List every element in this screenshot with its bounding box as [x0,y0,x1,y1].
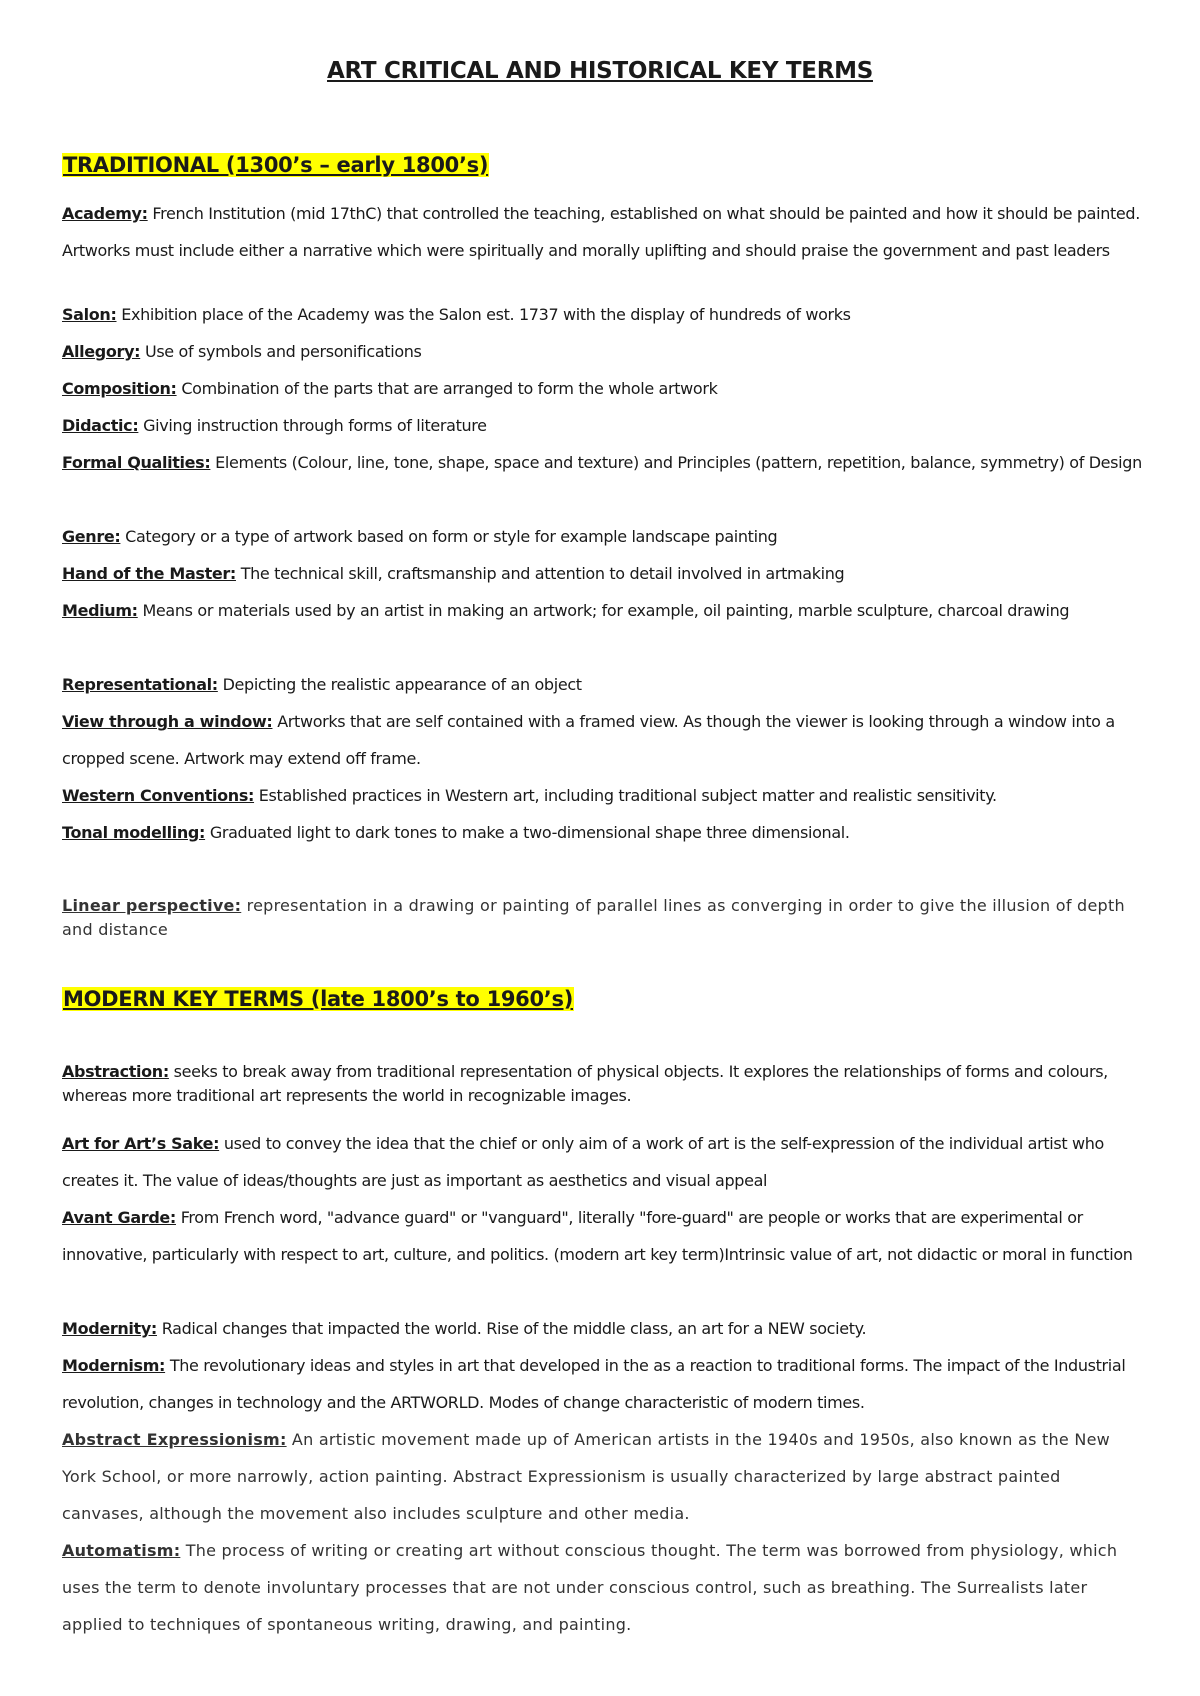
term-label: Formal Qualities: [62,453,211,472]
term-label: Academy: [62,204,148,223]
term-label: Genre: [62,527,121,546]
term-definition: From French word, "advance guard" or "vanguard", literally "fore-guard" are people or works that are experimental or innovative, particularly with respect to art, culture, and politics. (modern art key term)Intrinsic value of art, not didactic or moral in function [62,1208,1133,1264]
term-definition: The process of writing or creating art without conscious thought. The term was borrowed from physiology, which uses the term to denote involuntary processes that are not under conscious control, such as breathing. The Surrealists later applied to techniques of spontaneous writing, drawing, and painting. [62,1541,1118,1634]
term-label: Didactic: [62,416,139,435]
term-definition: Giving instruction through forms of literature [138,416,487,435]
term-entry-allegory [62,333,1142,370]
term-definition: seeks to break away from traditional representation of physical objects. It explores the relationships of forms and colours, whereas more traditional art represents the world in recognizable images. [62,1062,1108,1105]
term-label: Western Conventions: [62,786,255,805]
term-label: Abstraction: [62,1062,169,1081]
term-label: Linear perspective: [62,896,242,915]
term-label: View through a window: [62,712,273,731]
term-definition: Established practices in Western art, including traditional subject matter and realistic sensitivity. [254,786,997,805]
term-definition: representation in a drawing or painting of parallel lines as converging in order to give the illusion of depth and distance [62,896,1125,939]
term-entry-genre [62,518,1142,555]
term-definition: Exhibition place of the Academy was the Salon est. 1737 with the display of hundreds of works [116,305,851,324]
term-definition: Category or a type of artwork based on form or style for example landscape painting [120,527,778,546]
term-entry-view-through-a-window [62,703,1142,777]
section-heading-traditional: TRADITIONAL (1300’s – early 1800’s) [63,153,489,177]
term-entry-modernity [62,1310,1142,1347]
term-entry-western-conventions [62,777,1142,814]
term-label: Art for Art’s Sake: [62,1134,220,1153]
term-entry-hand-of-the-master [62,555,1142,592]
term-entry-linear-perspective [62,894,1142,942]
term-entry-academy [62,195,1142,269]
term-definition: Elements (Colour, line, tone, shape, space and texture) and Principles (pattern, repetition, balance, symmetry) of Design [210,453,1142,472]
term-label: Abstract Expressionism: [62,1430,287,1449]
term-label: Automatism: [62,1541,181,1560]
term-definition: Combination of the parts that are arranged to form the whole artwork [176,379,718,398]
section-heading-modern: MODERN KEY TERMS (late 1800’s to 1960’s) [63,987,573,1011]
term-definition: Artworks that are self contained with a framed view. As though the viewer is looking through a window into a cropped scene. Artwork may extend off frame. [62,712,1115,768]
term-entry-automatism [62,1532,1142,1643]
term-entry-art-for-arts-sake [62,1125,1142,1199]
term-entry-composition [62,370,1142,407]
term-entry-avant-garde [62,1199,1142,1273]
term-label: Medium: [62,601,138,620]
term-label: Allegory: [62,342,141,361]
term-label: Salon: [62,305,117,324]
term-definition: used to convey the idea that the chief or only aim of a work of art is the self-expression of the individual artist who creates it. The value of ideas/thoughts are just as important as aesthetics and visual appeal [62,1134,1104,1190]
page-title: ART CRITICAL AND HISTORICAL KEY TERMS [327,58,873,84]
term-definition: The revolutionary ideas and styles in art that developed in the as a reaction to traditional forms. The impact of the Industrial revolution, changes in technology and the ARTWORLD. Modes of change characteristic of modern times. [62,1356,1126,1412]
term-definition: Means or materials used by an artist in making an artwork; for example, oil painting, marble sculpture, charcoal drawing [137,601,1070,620]
term-entry-didactic [62,407,1142,444]
term-definition: Graduated light to dark tones to make a two-dimensional shape three dimensional. [205,823,850,842]
term-entry-modernism [62,1347,1142,1421]
term-definition: Depicting the realistic appearance of an object [217,675,582,694]
term-entry-salon [62,296,1142,333]
term-label: Representational: [62,675,218,694]
term-entry-tonal-modelling [62,814,1142,851]
term-definition: An artistic movement made up of American artists in the 1940s and 1950s, also known as the New York School, or more narrowly, action painting. Abstract Expressionism is usually characterized by large abstract painted canvases, although the movement also includes sculpture and other media. [62,1430,1110,1523]
term-definition: The technical skill, craftsmanship and attention to detail involved in artmaking [235,564,845,583]
term-definition: Use of symbols and personifications [140,342,422,361]
term-label: Hand of the Master: [62,564,236,583]
term-entry-abstract-expressionism [62,1421,1142,1532]
term-entry-abstraction [62,1060,1142,1108]
term-label: Modernism: [62,1356,166,1375]
term-label: Composition: [62,379,177,398]
term-entry-medium [62,592,1142,629]
term-entry-representational [62,666,1142,703]
term-label: Tonal modelling: [62,823,206,842]
term-label: Avant Garde: [62,1208,176,1227]
term-label: Modernity: [62,1319,157,1338]
term-entry-formal-qualities [62,444,1142,481]
term-definition: French Institution (mid 17thC) that controlled the teaching, established on what should be painted and how it should be painted. Artworks must include either a narrative which were spiritually and morally uplifting and should praise the government and past leaders [62,204,1140,260]
term-definition: Radical changes that impacted the world. Rise of the middle class, an art for a NEW society. [156,1319,867,1338]
